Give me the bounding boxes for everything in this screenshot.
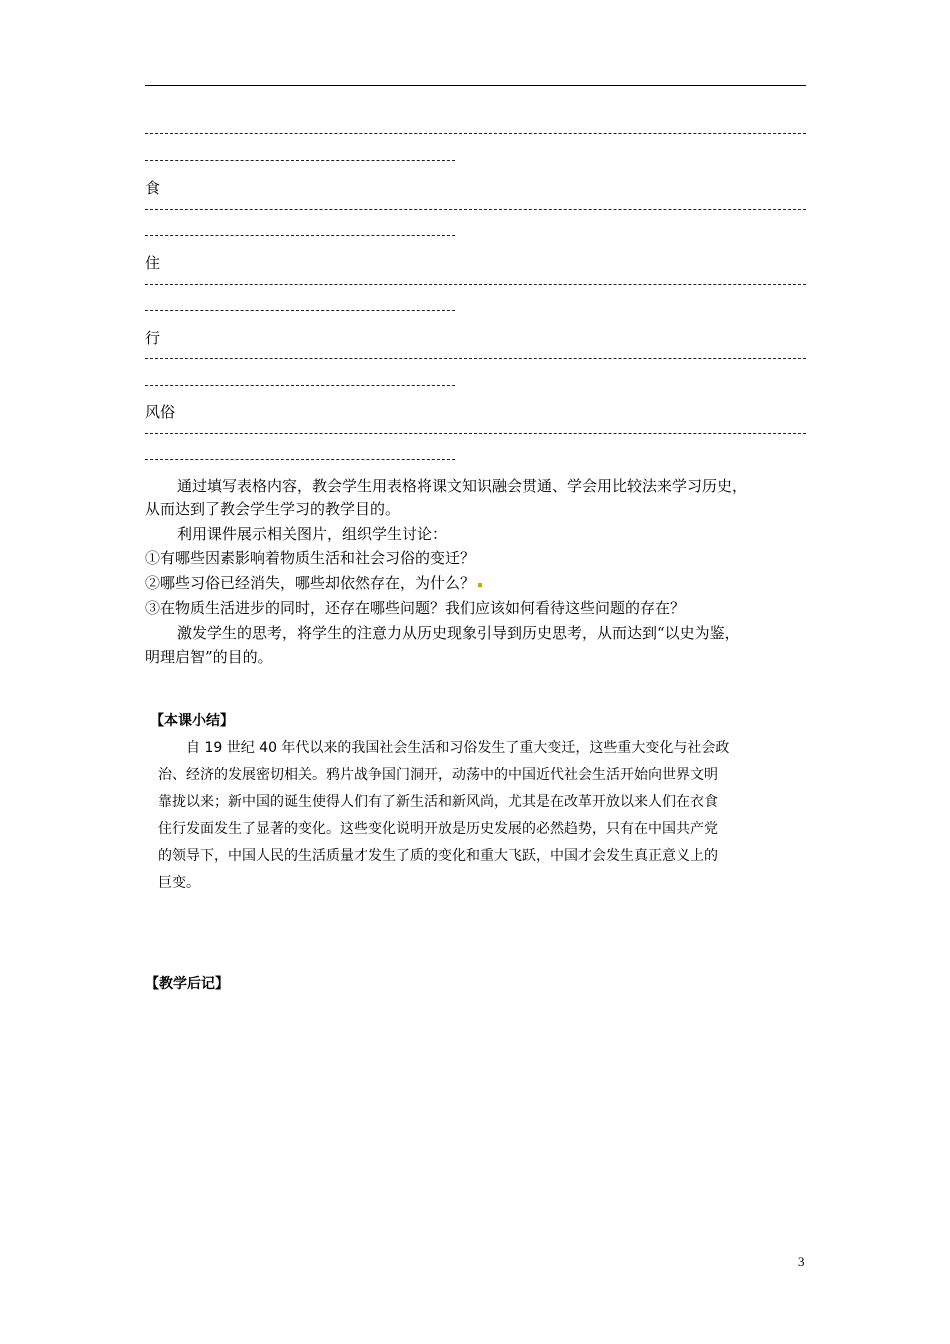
item-label-housing: 住 (145, 254, 161, 272)
summary-line: 治、经济的发展密切相关。鸦片战争国门洞开，动荡中的中国近代社会生活开始向世界文明 (158, 767, 718, 783)
dot-mark (478, 583, 482, 587)
paragraph-line: 通过填写表格内容，教会学生用表格将课文知识融会贯通、学会用比较法来学习历史， (177, 477, 748, 495)
summary-line: 住行发面发生了显著的变化。这些变化说明开放是历史发展的必然趋势，只有在中国共产党 (158, 821, 718, 837)
paragraph-line: 明理启智”的目的。 (145, 648, 273, 666)
summary-line: 的领导下，中国人民的生活质量才发生了质的变化和重大飞跃，中国才会发生真正意义上的 (158, 848, 718, 864)
fill-line (145, 433, 806, 434)
question-1: ①有哪些因素影响着物质生活和社会习俗的变迁？ (145, 549, 476, 567)
item-label-food: 食 (145, 179, 161, 197)
item-label-travel: 行 (145, 329, 161, 347)
page-number: 3 (798, 1254, 805, 1269)
fill-line (145, 235, 455, 236)
summary-line: 靠拢以来；新中国的诞生使得人们有了新生活和新风尚，尤其是在改革开放以来人们在衣食 (158, 794, 718, 810)
header-rule (145, 85, 806, 86)
fill-line (145, 209, 806, 210)
question-3: ③在物质生活进步的同时，还存在哪些问题？我们应该如何看待这些问题的存在？ (145, 599, 686, 617)
question-2: ②哪些习俗已经消失，哪些却依然存在，为什么？ (145, 574, 476, 592)
summary-line: 巨变。 (158, 875, 200, 891)
summary-heading: 【本课小结】 (150, 713, 234, 729)
fill-line (145, 133, 806, 134)
fill-line (145, 459, 455, 460)
fill-line (145, 284, 806, 285)
paragraph-line: 从而达到了教会学生学习的教学目的。 (145, 500, 401, 518)
item-label-customs: 风俗 (145, 403, 176, 421)
fill-line (145, 385, 455, 386)
fill-line (145, 310, 455, 311)
summary-line: 自 19 世纪 40 年代以来的我国社会生活和习俗发生了重大变迁，这些重大变化与社会政 (186, 740, 730, 756)
fill-line (145, 160, 455, 161)
afterword-heading: 【教学后记】 (145, 976, 229, 992)
paragraph-line: 利用课件展示相关图片，组织学生讨论： (177, 525, 448, 543)
paragraph-line: 激发学生的思考，将学生的注意力从历史现象引导到历史思考，从而达到“以史为鉴， (177, 624, 740, 642)
question-2-row (145, 572, 482, 595)
fill-line (145, 358, 806, 359)
